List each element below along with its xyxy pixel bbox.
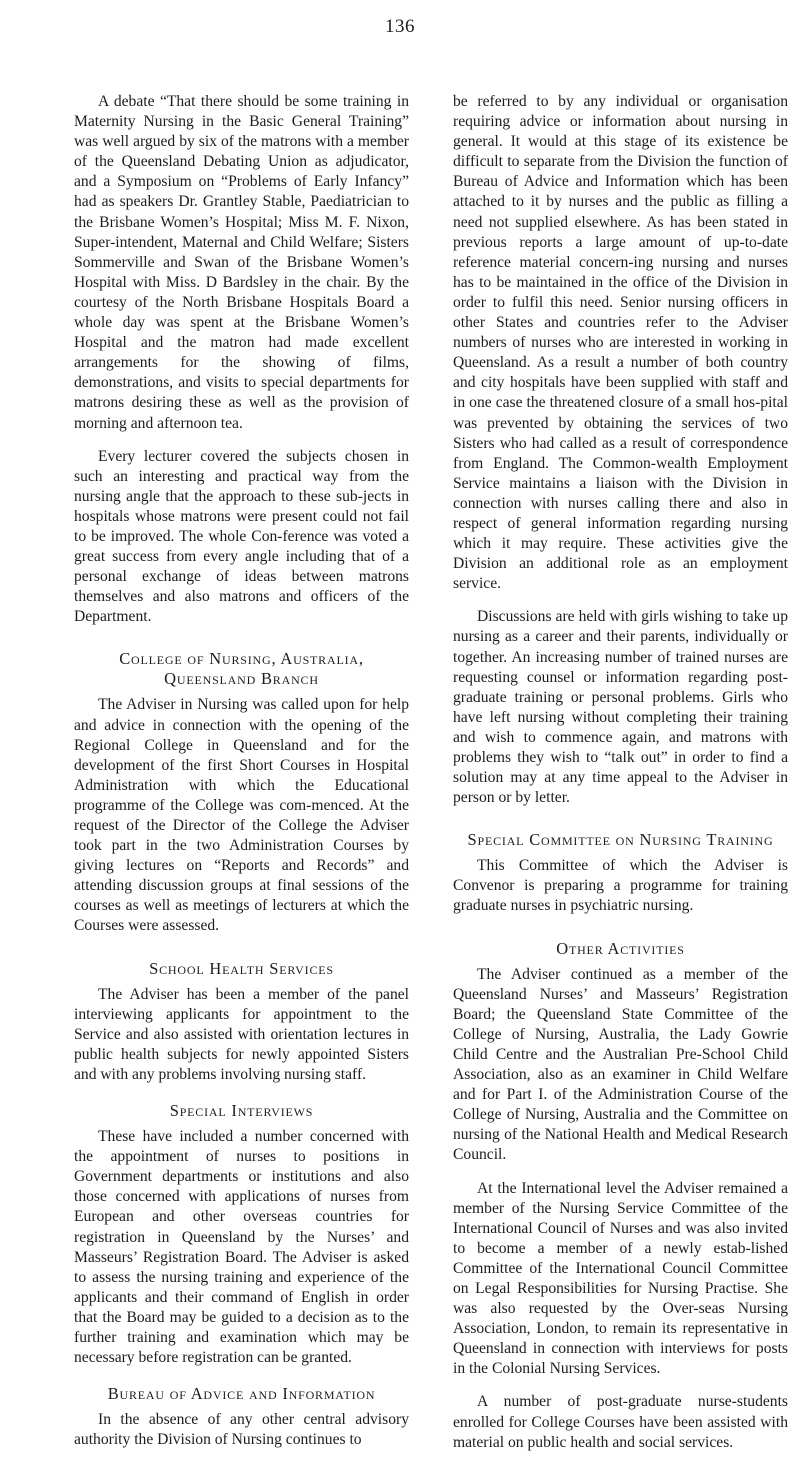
paragraph-other-activities: The Adviser continued as a member of the Queensland Nurses’ and Masseurs’ Registration Board; the Queensland State Committee of the College of Nursing, Australia, the Lady Gowrie Child Centre and the Australian Pre-School Child Association, also as an examiner in Child Welfare and for Part I. of the Administration Course of the College of Nursing, Australia and the Committee on nursing of the National Health and Medical Research Council.	[453, 965, 788, 1164]
paragraph-discussions: Discussions are held with girls wishing to take up nursing as a career and their parents, individually or together. An increasing number of trained nurses are requesting counsel or information regarding post-graduate training or personal problems. Girls who have left nursing without completing their training and wish to commence again, and matrons with problems they wish to “talk out” in order to find a solution may at any time appeal to the Adviser in person or by letter.	[453, 608, 788, 807]
paragraph-maternity-debate: A debate “That there should be some training in Maternity Nursing in the Basic General Training” was well argued by six of the matrons with a member of the Queensland Debating Union as adjudicator, and a Symposium on “Problems of Early Infancy” had as speakers Dr. Grantley Stable, Paediatrician to the Brisbane Women’s Hospital; Miss M. F. Nixon, Super-intendent, Maternal and Child Welfare; Sisters Sommerville and Swan of the Brisbane Women’s Hospital with Miss. D Bardsley in the chair. By the courtesy of the North Brisbane Hospitals Board a whole day was spent at the Brisbane Women’s Hospital and the matron had made excellent arrangements for the showing of films, demonstrations, and visits to special departments for matrons desiring these as well as the provision of morning and afternoon tea.	[74, 93, 409, 432]
heading-special-committee: Special Committee on Nursing Training	[467, 830, 774, 850]
paragraph-college: The Adviser in Nursing was called upon for help and advice in connection with the opening of the Regional College in Queensland and for the development of the first Short Courses in Hospital Administration with which the Educational programme of the College was com-menced. At the request of the Director of the College the Adviser took part in the two Administration Courses by giving lectures on “Reports and Records” and attending discussion groups at final sessions of the courses as well as meetings of lecturers at which the Courses were assessed.	[74, 696, 409, 935]
paragraph-special-interviews: These have included a number concerned with the appointment of nurses to positions in Government departments or institutions and also those concerned with applications of nurses from European and other overseas countries for registration in Queensland by the Nurses’ and Masseurs’ Registration Board. The Adviser is asked to assess the nursing training and experience of the applicants and their command of English in order that the Board may be guided to a decision as to the further training and examination which may be necessary before registration can be granted.	[74, 1128, 409, 1367]
heading-college-of-nursing: College of Nursing, Australia, Queensland Branch	[119, 649, 364, 689]
heading-bureau: Bureau of Advice and Information	[107, 1384, 376, 1404]
paragraph-post-graduate: A number of post-graduate nurse-students enrolled for College Courses have been assisted with material on public health and social services.	[453, 1393, 788, 1451]
heading-other-activities: Other Activities	[556, 938, 685, 958]
paragraph-school-health: The Adviser has been a member of the panel interviewing applicants for appointment to the Service and also assisted with orientation lectures in public health subjects for newly appointed Sisters and with any problems involving nursing staff.	[74, 985, 409, 1083]
heading-special-interviews: Special Interviews	[169, 1101, 314, 1121]
paragraph-bureau-start: In the absence of any other central advisory authority the Division of Nursing continues to	[74, 1411, 409, 1449]
paragraph-lecturers: Every lecturer covered the subjects chosen in such an interesting and practical way from the nursing angle that the approach to these sub-jects in hospitals whose matrons were present could not fail to be improved. The whole Con-ference was voted a great success from every angle including that of a personal exchange of ideas between matrons themselves and also matrons and officers of the Department.	[74, 447, 409, 626]
paragraph-bureau-continued: be referred to by any individual or organisation requiring advice or information about nursing in general. It would at this stage of its existence be difficult to separate from the Division the function of Bureau of Advice and Information which has been attached to it by nurses and the public as filling a need not supplied elsewhere. As has been stated in previous reports a large amount of up-to-date reference material concern-ing nursing and nurses has to be maintained in the office of the Division in order to fulfil this need. Senior nursing officers in other States and countries refer to the Adviser numbers of nurses who are interested in working in Queensland. As a result a number of both country and city hospitals have been supplied with staff and in one case the threatened closure of a small hos-pital was prevented by obtaining the services of two Sisters who had called as a result of correspondence from England. The Common-wealth Employment Service maintains a liaison with the Division in connection with nurses calling there and also in respect of general information regarding nursing which it may require. These activities give the Division an additional role as an employment service.	[453, 93, 788, 593]
page-number: 136	[385, 16, 415, 37]
right-column	[453, 92, 788, 1466]
paragraph-international: At the International level the Adviser remained a member of the Nursing Service Committee of the International Council of Nurses and was also invited to become a member of a newly estab-lished Committee of the International Council Committee on Legal Responsibilities for Nursing Practise. She was also requested by the Over-seas Nursing Association, London, to remain its representative in Queensland in connection with interviews for posts in the Colonial Nursing Services.	[453, 1179, 788, 1378]
left-column	[74, 92, 409, 1463]
heading-school-health: School Health Services	[149, 958, 334, 978]
paragraph-special-committee: This Committee of which the Adviser is Convenor is preparing a programme for training graduate nurses in psychiatric nursing.	[453, 857, 788, 915]
